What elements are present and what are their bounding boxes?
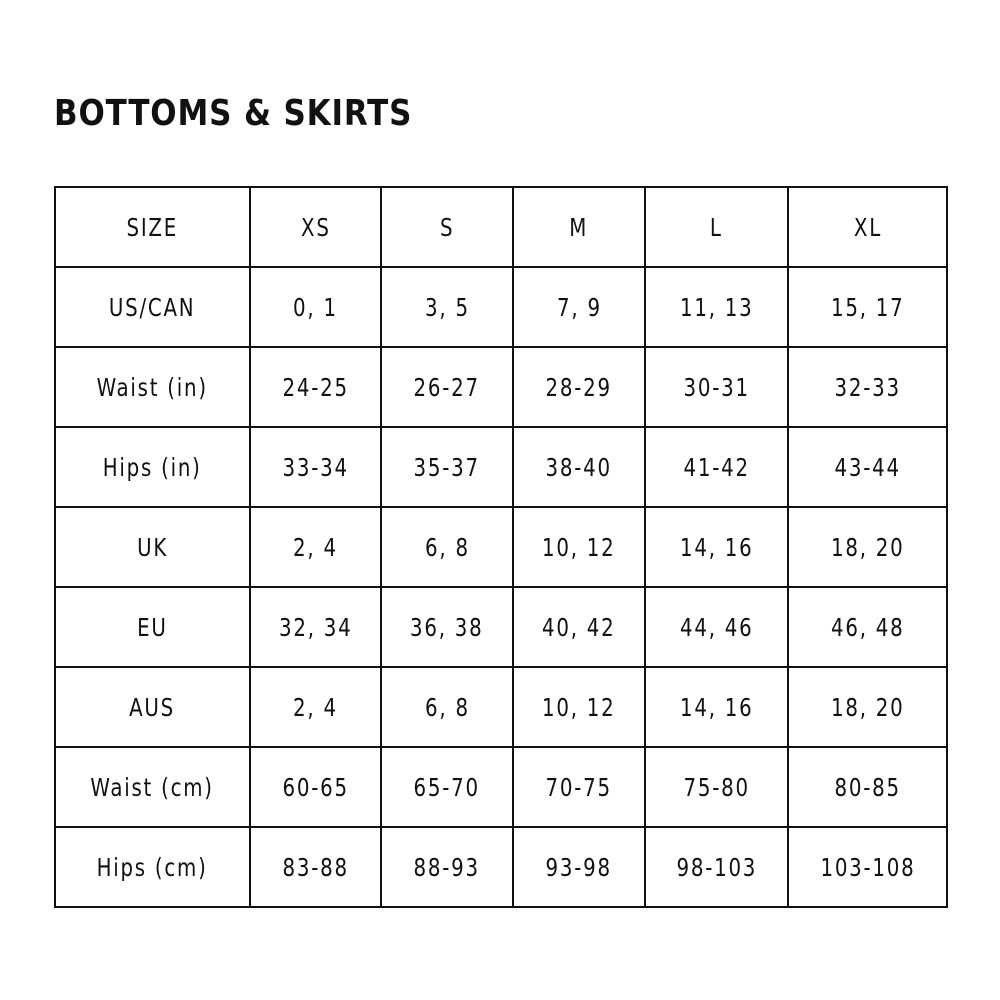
header-cell-l (645, 187, 788, 267)
table-cell (788, 747, 947, 827)
table-row (55, 507, 947, 587)
table-cell (250, 587, 381, 667)
table-cell (250, 827, 381, 907)
table-cell (788, 587, 947, 667)
header-label: XL (853, 212, 882, 242)
cell-value: 46, 48 (830, 612, 905, 642)
table-cell (645, 267, 788, 347)
table-cell (250, 507, 381, 587)
row-label: Waist (cm) (90, 772, 215, 802)
header-cell-size (55, 187, 250, 267)
cell-value: 14, 16 (679, 692, 754, 722)
row-label: EU (137, 612, 168, 642)
cell-value: 44, 46 (679, 612, 754, 642)
table-cell (381, 507, 513, 587)
cell-value: 0, 1 (293, 292, 338, 322)
table-cell (513, 347, 645, 427)
table-cell (645, 507, 788, 587)
table-cell (788, 667, 947, 747)
header-cell-xs (250, 187, 381, 267)
table-cell (645, 427, 788, 507)
header-label: S (439, 212, 455, 242)
table-cell (381, 587, 513, 667)
cell-value: 83-88 (282, 852, 349, 882)
cell-value: 15, 17 (830, 292, 905, 322)
row-label: Waist (in) (96, 372, 209, 402)
table-cell (381, 427, 513, 507)
table-cell (250, 747, 381, 827)
table-cell (513, 827, 645, 907)
cell-value: 2, 4 (293, 692, 338, 722)
table-cell (645, 667, 788, 747)
cell-value: 33-34 (282, 452, 349, 482)
table-row (55, 427, 947, 507)
table-row (55, 587, 947, 667)
cell-value: 38-40 (545, 452, 613, 482)
header-label: SIZE (126, 212, 179, 242)
row-label-cell (55, 667, 250, 747)
header-cell-xl (788, 187, 947, 267)
row-label-cell (55, 747, 250, 827)
table-cell (513, 747, 645, 827)
table-cell (250, 347, 381, 427)
cell-value: 10, 12 (542, 692, 616, 722)
cell-value: 43-44 (834, 452, 901, 482)
table-cell (513, 587, 645, 667)
table-row (55, 827, 947, 907)
table-cell (645, 587, 788, 667)
cell-value: 2, 4 (293, 532, 338, 562)
cell-value: 28-29 (545, 372, 613, 402)
table-row (55, 267, 947, 347)
table-cell (645, 747, 788, 827)
table-cell (513, 507, 645, 587)
cell-value: 14, 16 (679, 532, 754, 562)
cell-value: 75-80 (683, 772, 750, 802)
cell-value: 6, 8 (424, 692, 470, 722)
row-label: Hips (in) (103, 452, 202, 482)
cell-value: 103-108 (819, 852, 916, 882)
row-label-cell (55, 267, 250, 347)
cell-value: 98-103 (676, 852, 757, 882)
cell-value: 10, 12 (542, 532, 616, 562)
row-label-cell (55, 507, 250, 587)
row-label-cell (55, 827, 250, 907)
table-cell (788, 507, 947, 587)
cell-value: 93-98 (545, 852, 613, 882)
cell-value: 7, 9 (556, 292, 602, 322)
table-cell (788, 347, 947, 427)
cell-value: 30-31 (683, 372, 750, 402)
table-cell (513, 427, 645, 507)
table-row (55, 747, 947, 827)
cell-value: 60-65 (282, 772, 349, 802)
table-cell (788, 267, 947, 347)
table-cell (381, 267, 513, 347)
cell-value: 41-42 (683, 452, 750, 482)
cell-value: 65-70 (413, 772, 481, 802)
cell-value: 70-75 (545, 772, 613, 802)
cell-value: 40, 42 (542, 612, 616, 642)
table-row (55, 347, 947, 427)
header-cell-m (513, 187, 645, 267)
table-cell (645, 347, 788, 427)
table-header-row (55, 187, 947, 267)
table-row (55, 667, 947, 747)
row-label-cell (55, 587, 250, 667)
header-label: L (710, 212, 723, 242)
table-cell (250, 667, 381, 747)
table-cell (381, 747, 513, 827)
table-cell (381, 347, 513, 427)
table-cell (250, 427, 381, 507)
cell-value: 11, 13 (679, 292, 754, 322)
row-label-cell (55, 347, 250, 427)
header-label: XS (300, 212, 331, 242)
row-label: Hips (cm) (96, 852, 209, 882)
header-cell-s (381, 187, 513, 267)
header-label: M (569, 212, 589, 242)
cell-value: 32, 34 (278, 612, 353, 642)
table-cell (788, 427, 947, 507)
cell-value: 26-27 (413, 372, 481, 402)
table-cell (788, 827, 947, 907)
cell-value: 88-93 (413, 852, 481, 882)
table-cell (381, 667, 513, 747)
cell-value: 32-33 (834, 372, 901, 402)
table-cell (381, 827, 513, 907)
cell-value: 3, 5 (424, 292, 470, 322)
table-cell (645, 827, 788, 907)
page-title: BOTTOMS & SKIRTS (54, 93, 413, 134)
cell-value: 18, 20 (830, 692, 905, 722)
cell-value: 80-85 (834, 772, 901, 802)
table-cell (250, 267, 381, 347)
cell-value: 6, 8 (424, 532, 470, 562)
size-chart-table (54, 186, 948, 908)
cell-value: 18, 20 (830, 532, 905, 562)
cell-value: 24-25 (282, 372, 349, 402)
row-label: UK (137, 532, 168, 562)
row-label-cell (55, 427, 250, 507)
row-label: AUS (129, 692, 176, 722)
cell-value: 35-37 (413, 452, 481, 482)
cell-value: 36, 38 (410, 612, 484, 642)
row-label: US/CAN (109, 292, 196, 322)
table-cell (513, 267, 645, 347)
table-cell (513, 667, 645, 747)
